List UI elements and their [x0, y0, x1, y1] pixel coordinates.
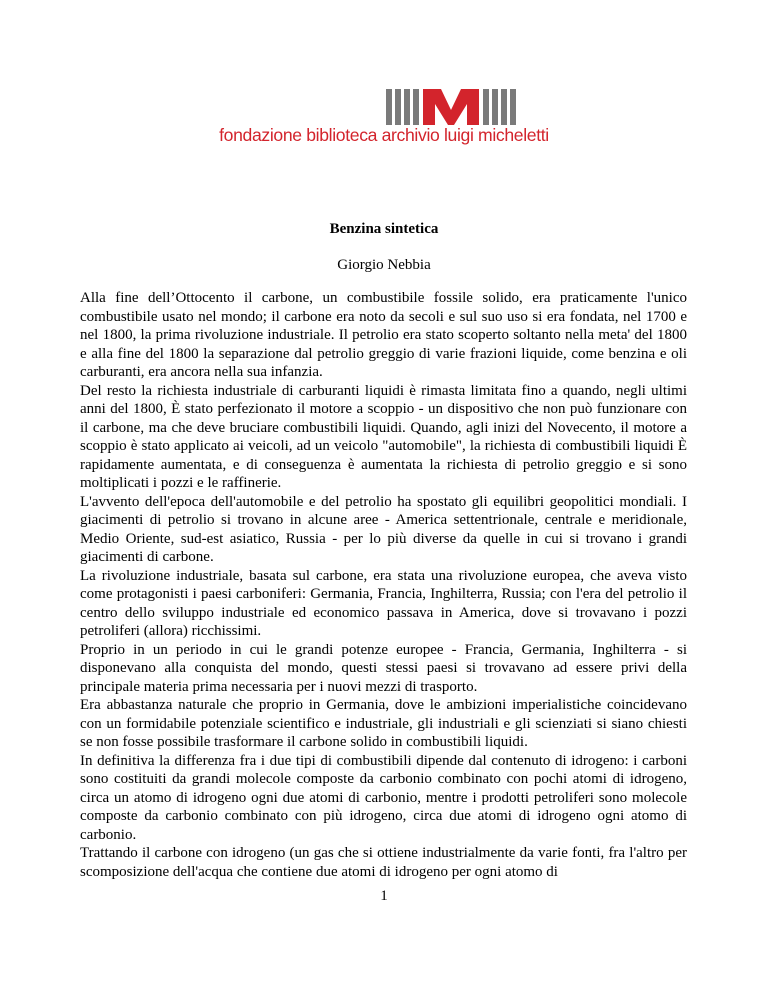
page-number: 1	[380, 888, 388, 904]
paragraph: L'avvento dell'epoca dell'automobile e del petrolio ha spostato gli equilibri geopolitici mondiali. I giacimenti di petrolio si trovano in alcune aree - America settentrionale, centrale e meridionale, Medio Oriente, sud-est asiatico, Russia - per lo più diverse da quelle in cui si trovano i grandi giacimenti di carbone.	[80, 493, 687, 565]
document-title: Benzina sintetica	[329, 221, 439, 237]
micheletti-m-logo-icon	[386, 88, 516, 126]
paragraph: Del resto la richiesta industriale di carburanti liquidi è rimasta limitata fino a quando, negli ultimi anni del 1800, È stato perfezionato il motore a scoppio - un dispositivo che non può funzionare con il carbone, ma che deve bruciare combustibili liquidi. Quando, agli inizi del Novecento, il motore a scoppio è stato applicato ai veicoli, ad un veicolo "automobile", la richiesta di combustibili liquidi È rapidamente aumentata, e di conseguenza è aumentata la richiesta di petrolio greggio e si sono moltiplicati i pozzi e le raffinerie.	[80, 382, 687, 491]
document-author: Giorgio Nebbia	[337, 257, 431, 273]
logo-text: fondazione biblioteca archivio luigi micheletti	[219, 125, 549, 145]
paragraph: Era abbastanza naturale che proprio in Germania, dove le ambizioni imperialistiche coincidevano con un formidabile potenziale scientifico e industriale, gli industriali e gli scienziati si siano chiesti se non fosse possibile trasformare il carbone solido in combustibili liquidi.	[80, 697, 687, 750]
paragraph: Proprio in un periodo in cui le grandi potenze europee - Francia, Germania, Inghilterra - si disponevano alla conquista del mondo, questi stessi paesi si trovavano ad essere privi della principale materia prima necessaria per i nuovi mezzi di trasporto.	[80, 641, 687, 695]
foundation-logo	[219, 88, 549, 150]
paragraph: Alla fine dell’Ottocento il carbone, un combustibile fossile solido, era praticamente l'unico combustibile usato nel mondo; il carbone era noto da secoli e sul suo uso si era fondata, nel 1700 e nel 1800, la prima rivoluzione industriale. Il petrolio era stato scoperto soltanto nella meta' del 1800 e alla fine del 1800 la separazione dal petrolio greggio di varie frazioni liquide, come benzina e oli carburanti, era ancora nella sua infanzia.	[80, 290, 687, 380]
document-body	[80, 289, 687, 881]
paragraph: La rivoluzione industriale, basata sul carbone, era stata una rivoluzione europea, che aveva visto come protagonisti i paesi carboniferi: Germania, Francia, Inghilterra, Russia; con l'era del petrolio il centro dello sviluppo industriale ed economico passava in America, dove si trovavano i pozzi petroliferi (allora) ricchissimi.	[80, 567, 687, 639]
paragraph: In definitiva la differenza fra i due tipi di combustibili dipende dal contenuto di idrogeno: i carboni sono costituiti da grandi molecole composte da carbonio combinato con pochi atomi di idrogeno, circa un atomo di idrogeno ogni due atomi di carbonio, mentre i prodotti petroliferi sono molecole composte da carbonio combinato con più idrogeno, circa due atomi di idrogeno ogni atomo di carbonio.	[80, 752, 687, 843]
paragraph: Trattando il carbone con idrogeno (un gas che si ottiene industrialmente da varie fonti, fra l'altro per scomposizione dell'acqua che contiene due atomi di idrogeno per ogni atomo di	[80, 845, 687, 880]
